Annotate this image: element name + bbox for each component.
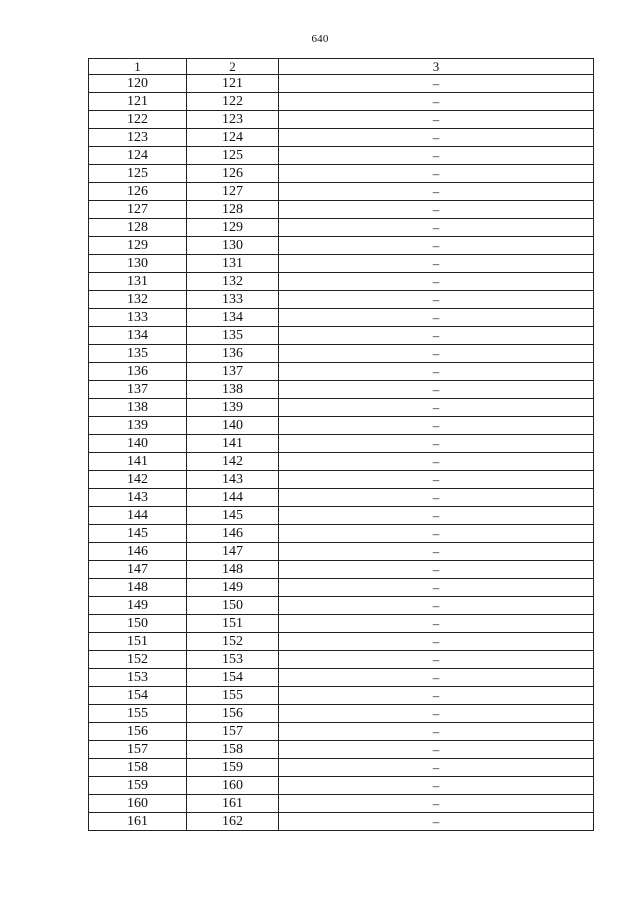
column-header-3: 3 [279,59,594,75]
table-cell-col-2: 159 [187,759,279,777]
table-cell-col-3: – [279,219,594,237]
table-row [89,327,594,345]
table-row [89,111,594,129]
table-cell-col-1: 125 [89,165,187,183]
table-cell-col-3: – [279,309,594,327]
table-cell-col-1: 128 [89,219,187,237]
table-cell-col-1: 139 [89,417,187,435]
table-cell-col-3: – [279,813,594,831]
table-cell-col-3: – [279,543,594,561]
table-cell-col-1: 134 [89,327,187,345]
column-header-1: 1 [89,59,187,75]
table-cell-col-1: 146 [89,543,187,561]
table-cell-col-3: – [279,687,594,705]
table-row [89,525,594,543]
table-cell-col-3: – [279,435,594,453]
table-cell-col-3: – [279,615,594,633]
table-cell-col-2: 129 [187,219,279,237]
table-cell-col-1: 126 [89,183,187,201]
table-cell-col-1: 135 [89,345,187,363]
data-table-container [88,58,593,831]
table-cell-col-3: – [279,597,594,615]
column-header-2: 2 [187,59,279,75]
table-row [89,687,594,705]
table-row [89,147,594,165]
table-cell-col-2: 132 [187,273,279,291]
table-cell-col-3: – [279,363,594,381]
table-row [89,381,594,399]
table-row [89,543,594,561]
table-cell-col-2: 141 [187,435,279,453]
table-cell-col-2: 143 [187,471,279,489]
table-cell-col-3: – [279,489,594,507]
table-cell-col-1: 143 [89,489,187,507]
table-cell-col-1: 138 [89,399,187,417]
table-cell-col-2: 125 [187,147,279,165]
table-row [89,435,594,453]
table-cell-col-2: 150 [187,597,279,615]
table-cell-col-3: – [279,669,594,687]
table-cell-col-2: 161 [187,795,279,813]
table-cell-col-3: – [279,201,594,219]
table-cell-col-2: 156 [187,705,279,723]
table-row [89,777,594,795]
table-cell-col-2: 158 [187,741,279,759]
table-cell-col-3: – [279,165,594,183]
table-row [89,273,594,291]
table-cell-col-2: 157 [187,723,279,741]
table-cell-col-3: – [279,579,594,597]
table-cell-col-3: – [279,129,594,147]
table-row [89,75,594,93]
table-cell-col-1: 123 [89,129,187,147]
table-cell-col-1: 152 [89,651,187,669]
table-cell-col-2: 152 [187,633,279,651]
table-row [89,453,594,471]
table-cell-col-3: – [279,723,594,741]
table-cell-col-1: 160 [89,795,187,813]
table-cell-col-1: 133 [89,309,187,327]
table-cell-col-1: 159 [89,777,187,795]
table-cell-col-2: 154 [187,669,279,687]
table-cell-col-3: – [279,561,594,579]
table-cell-col-2: 124 [187,129,279,147]
table-cell-col-1: 124 [89,147,187,165]
table-cell-col-2: 147 [187,543,279,561]
table-cell-col-1: 120 [89,75,187,93]
table-cell-col-3: – [279,399,594,417]
table-cell-col-3: – [279,741,594,759]
table-cell-col-1: 144 [89,507,187,525]
table-row [89,813,594,831]
table-cell-col-2: 153 [187,651,279,669]
table-cell-col-2: 144 [187,489,279,507]
table-row [89,759,594,777]
table-row [89,417,594,435]
table-cell-col-1: 161 [89,813,187,831]
table-cell-col-3: – [279,507,594,525]
table-cell-col-1: 147 [89,561,187,579]
table-row [89,489,594,507]
table-cell-col-1: 148 [89,579,187,597]
table-cell-col-3: – [279,795,594,813]
table-cell-col-2: 130 [187,237,279,255]
table-row [89,561,594,579]
table-cell-col-3: – [279,471,594,489]
table-cell-col-1: 140 [89,435,187,453]
table-cell-col-2: 137 [187,363,279,381]
table-header [89,59,594,75]
table-row [89,597,594,615]
table-cell-col-2: 138 [187,381,279,399]
table-cell-col-2: 122 [187,93,279,111]
table-row [89,255,594,273]
table-body [89,75,594,831]
table-row [89,291,594,309]
table-cell-col-3: – [279,381,594,399]
table-cell-col-1: 129 [89,237,187,255]
table-row [89,579,594,597]
table-cell-col-3: – [279,705,594,723]
table-cell-col-2: 127 [187,183,279,201]
table-cell-col-1: 141 [89,453,187,471]
table-cell-col-3: – [279,291,594,309]
table-row [89,471,594,489]
table-row [89,723,594,741]
table-row [89,669,594,687]
table-cell-col-2: 151 [187,615,279,633]
data-table [88,58,594,831]
table-row [89,741,594,759]
table-cell-col-2: 136 [187,345,279,363]
table-cell-col-2: 140 [187,417,279,435]
table-row [89,165,594,183]
table-cell-col-1: 142 [89,471,187,489]
table-cell-col-1: 136 [89,363,187,381]
header-row [89,59,594,75]
table-row [89,201,594,219]
table-cell-col-1: 145 [89,525,187,543]
table-cell-col-3: – [279,111,594,129]
table-cell-col-3: – [279,237,594,255]
table-cell-col-3: – [279,633,594,651]
table-cell-col-2: 160 [187,777,279,795]
table-row [89,399,594,417]
table-cell-col-2: 139 [187,399,279,417]
table-cell-col-2: 148 [187,561,279,579]
table-row [89,633,594,651]
table-cell-col-3: – [279,345,594,363]
table-row [89,615,594,633]
table-cell-col-3: – [279,525,594,543]
table-cell-col-1: 137 [89,381,187,399]
table-cell-col-1: 122 [89,111,187,129]
table-cell-col-1: 154 [89,687,187,705]
table-cell-col-3: – [279,453,594,471]
table-cell-col-3: – [279,651,594,669]
table-row [89,705,594,723]
table-cell-col-1: 127 [89,201,187,219]
table-row [89,345,594,363]
table-cell-col-2: 134 [187,309,279,327]
table-cell-col-2: 142 [187,453,279,471]
table-row [89,363,594,381]
table-cell-col-1: 150 [89,615,187,633]
table-row [89,651,594,669]
table-cell-col-2: 146 [187,525,279,543]
table-cell-col-1: 132 [89,291,187,309]
table-row [89,795,594,813]
table-row [89,219,594,237]
table-cell-col-2: 121 [187,75,279,93]
table-cell-col-1: 121 [89,93,187,111]
table-cell-col-3: – [279,777,594,795]
table-row [89,93,594,111]
table-cell-col-1: 158 [89,759,187,777]
table-cell-col-1: 153 [89,669,187,687]
page-number: 640 [311,33,329,45]
table-cell-col-3: – [279,183,594,201]
table-cell-col-3: – [279,273,594,291]
table-cell-col-2: 131 [187,255,279,273]
table-cell-col-1: 151 [89,633,187,651]
table-cell-col-3: – [279,75,594,93]
table-cell-col-2: 135 [187,327,279,345]
table-row [89,507,594,525]
table-cell-col-1: 130 [89,255,187,273]
table-cell-col-3: – [279,327,594,345]
table-cell-col-2: 133 [187,291,279,309]
table-cell-col-1: 131 [89,273,187,291]
table-cell-col-2: 123 [187,111,279,129]
table-cell-col-3: – [279,147,594,165]
table-cell-col-1: 156 [89,723,187,741]
table-cell-col-1: 155 [89,705,187,723]
table-cell-col-3: – [279,417,594,435]
table-cell-col-3: – [279,759,594,777]
table-cell-col-3: – [279,255,594,273]
table-row [89,129,594,147]
table-cell-col-3: – [279,93,594,111]
table-row [89,183,594,201]
table-row [89,309,594,327]
table-cell-col-2: 145 [187,507,279,525]
table-cell-col-2: 126 [187,165,279,183]
table-cell-col-2: 128 [187,201,279,219]
table-cell-col-2: 155 [187,687,279,705]
table-row [89,237,594,255]
table-cell-col-1: 149 [89,597,187,615]
table-cell-col-2: 162 [187,813,279,831]
table-cell-col-2: 149 [187,579,279,597]
table-cell-col-1: 157 [89,741,187,759]
